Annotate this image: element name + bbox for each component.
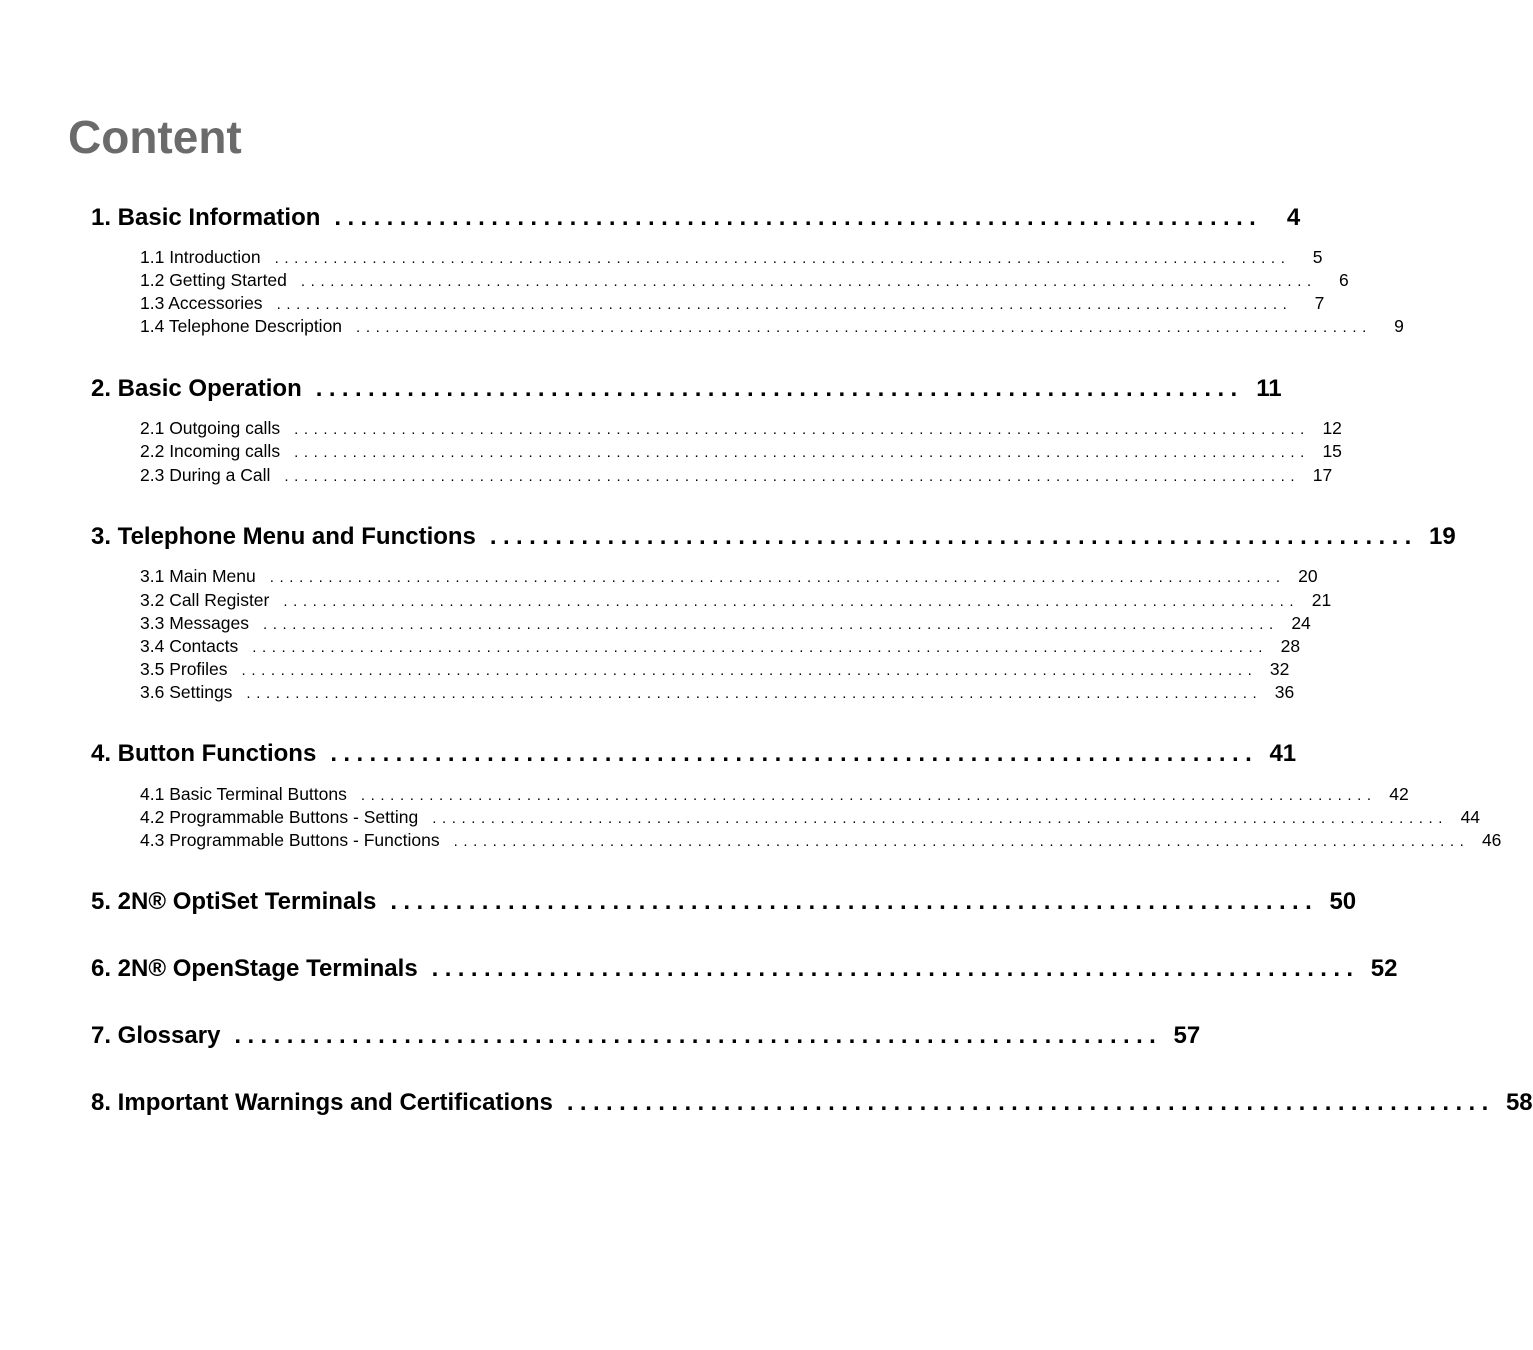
dot-leader: ....................................................................... <box>390 888 1319 915</box>
toc-section[interactable] <box>140 635 1301 658</box>
toc-page-number: 15 <box>1322 441 1342 461</box>
dot-leader: ....................................................................... <box>334 204 1263 231</box>
toc-section[interactable] <box>140 681 1295 704</box>
toc-chapter[interactable] <box>91 522 1456 552</box>
toc-chapter-label: 7. Glossary <box>91 1022 221 1049</box>
dot-leader: ....................................................................... <box>489 523 1418 550</box>
toc-page-number: 20 <box>1298 566 1318 586</box>
dot-leader: ........................................................................................................ <box>284 468 1301 485</box>
toc-page-number: 36 <box>1274 682 1295 702</box>
toc-section[interactable] <box>140 292 1325 315</box>
toc-page-number: 50 <box>1329 888 1357 915</box>
toc-chapter-label: 3. Telephone Menu and Functions <box>91 523 476 550</box>
dot-leader: ....................................................................... <box>566 1089 1495 1116</box>
toc-page-number: 5 <box>1312 247 1323 267</box>
toc-page-number: 21 <box>1311 590 1332 610</box>
toc-chapter-label: 4. Button Functions <box>91 740 317 767</box>
toc-page-number: 4 <box>1286 204 1301 231</box>
toc-page-number: 19 <box>1429 523 1456 550</box>
toc-chapter[interactable] <box>91 203 1301 233</box>
toc-section[interactable] <box>140 565 1318 588</box>
toc-section[interactable] <box>140 269 1349 292</box>
toc-page-number: 17 <box>1312 465 1333 485</box>
toc-section-label: 2.3 During a Call <box>140 465 271 485</box>
toc-section[interactable] <box>140 806 1481 829</box>
dot-leader: ........................................................................................................ <box>269 569 1286 586</box>
dot-leader: ........................................................................................................ <box>274 250 1291 267</box>
toc-page-number: 52 <box>1370 955 1398 982</box>
toc-chapter[interactable] <box>91 954 1398 984</box>
toc-section-label: 4.3 Programmable Buttons - Functions <box>140 830 440 850</box>
toc-section-label: 1.1 Introduction <box>140 247 261 267</box>
toc-page-number: 57 <box>1173 1022 1201 1049</box>
toc-page-number: 41 <box>1269 740 1297 767</box>
toc-section-label: 1.2 Getting Started <box>140 270 287 290</box>
toc-chapter[interactable] <box>91 1021 1201 1051</box>
toc-page-number: 7 <box>1314 293 1325 313</box>
dot-leader: ........................................................................................................ <box>300 273 1317 290</box>
toc-chapter[interactable] <box>91 374 1282 404</box>
toc-section-label: 2.1 Outgoing calls <box>140 418 281 438</box>
dot-leader: ........................................................................................................ <box>283 593 1300 610</box>
dot-leader: ........................................................................................................ <box>252 639 1269 656</box>
toc-section[interactable] <box>140 417 1342 440</box>
dot-leader: ........................................................................................................ <box>246 685 1263 702</box>
toc-chapter[interactable] <box>91 887 1357 917</box>
toc-chapter[interactable] <box>91 739 1297 769</box>
dot-leader: ........................................................................................................ <box>276 296 1293 313</box>
toc-chapter-label: 8. Important Warnings and Certifications <box>91 1089 553 1116</box>
toc-section[interactable] <box>140 464 1333 487</box>
toc-section[interactable] <box>140 440 1342 463</box>
dot-leader: ........................................................................................................ <box>356 319 1372 336</box>
toc-page-number: 11 <box>1256 375 1282 402</box>
toc-page-number: 24 <box>1291 613 1311 633</box>
toc-section-label: 3.4 Contacts <box>140 636 239 656</box>
dot-leader: ........................................................................................................ <box>294 444 1310 461</box>
dot-leader: ....................................................................... <box>330 740 1259 767</box>
toc-section-label: 3.3 Messages <box>140 613 249 633</box>
toc-section-label: 3.2 Call Register <box>140 590 270 610</box>
dot-leader: ........................................................................................................ <box>360 787 1377 804</box>
toc-page-number: 9 <box>1394 316 1404 336</box>
toc-chapter-label: 6. 2N® OpenStage Terminals <box>91 955 418 982</box>
toc-section-label: 4.1 Basic Terminal Buttons <box>140 784 347 804</box>
toc-section-label: 1.4 Telephone Description <box>140 316 343 336</box>
toc-page-number: 12 <box>1322 418 1342 438</box>
toc-chapter-label: 1. Basic Information <box>91 204 321 231</box>
toc-section-label: 3.1 Main Menu <box>140 566 256 586</box>
toc-section-label: 4.2 Programmable Buttons - Setting <box>140 807 419 827</box>
toc-chapter-label: 5. 2N® OptiSet Terminals <box>91 888 377 915</box>
dot-leader: ........................................................................................................ <box>262 616 1279 633</box>
page-title: Content <box>68 111 242 163</box>
toc-section[interactable] <box>140 783 1409 806</box>
dot-leader: ........................................................................................................ <box>432 810 1449 827</box>
toc-chapter-label: 2. Basic Operation <box>91 375 302 402</box>
dot-leader: ........................................................................................................ <box>294 421 1310 438</box>
toc-section-label: 1.3 Accessories <box>140 293 263 313</box>
dot-leader: ....................................................................... <box>315 375 1244 402</box>
toc-section[interactable] <box>140 589 1332 612</box>
toc-page-number: 46 <box>1481 830 1502 850</box>
toc-page-number: 6 <box>1339 270 1349 290</box>
toc-section[interactable] <box>140 315 1404 338</box>
dot-leader: ....................................................................... <box>431 955 1360 982</box>
toc-section-label: 2.2 Incoming calls <box>140 441 281 461</box>
toc-page-number: 58 <box>1505 1089 1533 1116</box>
dot-leader: ........................................................................................................ <box>241 662 1258 679</box>
toc-section[interactable] <box>140 658 1290 681</box>
toc-page-number: 28 <box>1280 636 1301 656</box>
toc-section[interactable] <box>140 612 1311 635</box>
toc-section[interactable] <box>140 246 1323 269</box>
toc-section-label: 3.6 Settings <box>140 682 233 702</box>
toc-section-label: 3.5 Profiles <box>140 659 228 679</box>
toc-page-number: 32 <box>1269 659 1290 679</box>
dot-leader: ........................................................................................................ <box>453 833 1470 850</box>
dot-leader: ....................................................................... <box>234 1022 1163 1049</box>
toc-page-number: 44 <box>1460 807 1481 827</box>
toc-page-number: 42 <box>1389 784 1409 804</box>
toc-chapter[interactable] <box>91 1088 1533 1118</box>
toc-section[interactable] <box>140 829 1502 852</box>
